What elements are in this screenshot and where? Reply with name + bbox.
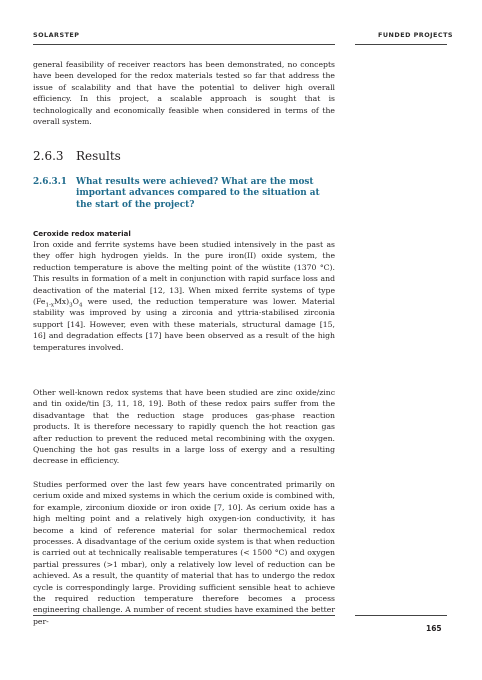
p1-subscript-1: 1-x xyxy=(45,302,54,309)
subsection-number: 2.6.3.1 xyxy=(33,177,67,187)
paragraph-zinc-tin: Other well-known redox systems that have been studied are zinc oxide/zinc and tin oxide/tin [3, 11, 18, 19]. Both of these redox pairs suffer from the disadvantage that the reduction stage produces gas-phase reaction products. It is therefore necessary to rapidly quench the hot reaction gas after reduction to prevent the reduced metal recombining with the oxygen. Quenching the hot gas results in a large loss of exergy and a resulting decrease in efficiency. xyxy=(33,388,335,466)
intro-paragraph: general feasibility of receiver reactors has been demonstrated, no concepts have been developed for the redox materials tested so far that address the issue of scalability and that have the potential to deliver high overall efficiency. In this project, a scalable approach is sought that is technologically and economically feasible when considered in terms of the overall system. xyxy=(33,60,335,127)
subsection-heading xyxy=(33,177,335,211)
subheading-ceroxide: Ceroxide redox material xyxy=(33,229,131,238)
header-rule-right xyxy=(355,44,447,45)
section-heading xyxy=(33,149,121,163)
p1-text-b: Mx) xyxy=(53,297,70,307)
running-header-left: SOLARSTEP xyxy=(33,31,80,39)
p1-subscript-3: 4 xyxy=(78,302,83,309)
paragraph-cerium-oxide: Studies performed over the last few years have concentrated primarily on cerium oxide and mixed systems in which the cerium oxide is combined with, for example, zirconium dioxide or iron oxide [7, 10]. As cerium oxide has a high melting point and a relatively high oxygen-ion conductivity, it has become a kind of reference material for solar thermochemical redox processes. A disadvantage of the cerium oxide system is that when reduction is carried out at technically realisable temperatures (< 1500 °C) and oxygen partial pressures (>1 mbar), only a relatively low level of reduction can be achieved. As a result, the quantity of material that has to undergo the redox cycle is correspondingly large. Providing sufficient sensible heat to achieve the required reduction temperature therefore becomes a process engineering challenge. A number of recent studies have examined the better per- xyxy=(33,480,335,626)
section-title: Results xyxy=(76,149,121,163)
p1-text-d: were used, the reduction temperature was lower. Material stability was improved by using a zirconia and yttria-stabilised zirconia support [14]. However, even with these materials, structural damage [15, 16] and degradation effects [17] have been observed as a result of the high temperatures involved. xyxy=(33,297,335,352)
header-rule-left xyxy=(33,44,335,45)
section-number: 2.6.3 xyxy=(33,149,64,163)
p1-text-c: O xyxy=(72,297,79,307)
running-header-right: FUNDED PROJECTS xyxy=(378,31,454,39)
page-number: 165 xyxy=(426,624,442,633)
p1-text-a: Iron oxide and ferrite systems have been studied intensively in the past as they offer high hydrogen yields. In the pure iron(II) oxide system, the reduction temperature is above the melting point of the wüstite (1370 °C). This results in formation of a melt in conjunction with rapid surface loss and deactivation of the material [12, 13]. When mixed ferrite systems of type (Fe xyxy=(33,240,335,307)
paragraph-iron-oxide xyxy=(33,239,335,353)
footer-rule-left xyxy=(33,615,335,616)
p1-subscript-2: 3 xyxy=(69,302,73,309)
subsection-title: What results were achieved? What are the most important advances compared to the situation at the start of the project? xyxy=(76,177,320,210)
footer-rule-right xyxy=(355,615,447,616)
